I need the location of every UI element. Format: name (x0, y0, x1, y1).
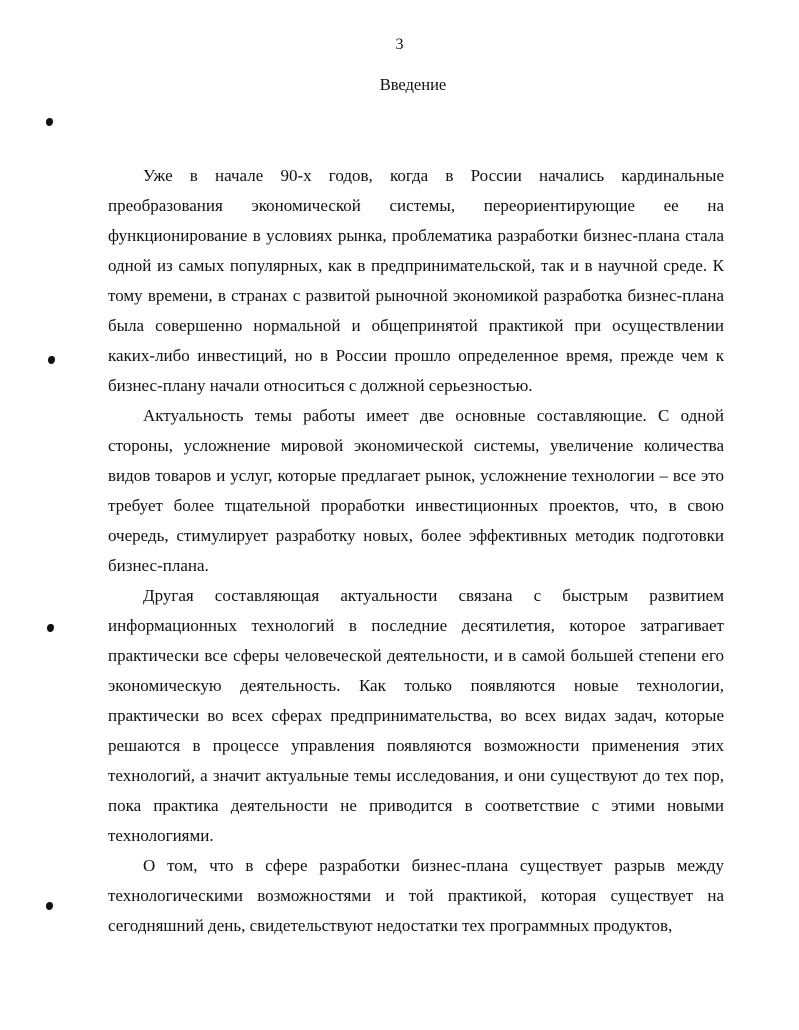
binder-hole-mark (48, 356, 55, 364)
paragraph: О том, что в сфере разработки бизнес-плана существует разрыв между технологическими возможностями и той практикой, которая существует на сегодняшний день, свидетельствуют недостатки тех программных продуктов, (108, 856, 724, 935)
binder-hole-mark (46, 118, 53, 126)
binder-hole-mark (47, 624, 54, 632)
binder-hole-mark (46, 902, 53, 910)
paragraph: Другая составляющая актуальности связана с быстрым развитием информационных технологий в последние десятилетия, которое затрагивает практически все сферы человеческой деятельности, и в самой большей степени его экономическую деятельность. Как только появляются новые технологии, практически во всех сферах предпринимательства, во всех видах задач, которые решаются в процессе управления появляются возможности применения этих технологий, а значит актуальные темы исследования, и они существуют до тех пор, пока практика деятельности не приводится в соответствие с этими новыми технологиями. (108, 586, 724, 845)
paragraph: Актуальность темы работы имеет две основные составляющие. С одной стороны, усложнение мировой экономической системы, увеличение количества видов товаров и услуг, которые предлагает рынок, усложнение технологии – все это требует более тщательной проработки инвестиционных проектов, что, в свою очередь, стимулирует разработку новых, более эффективных методик подготовки бизнес-плана. (108, 406, 724, 575)
section-heading: Введение (379, 75, 447, 94)
body-text (108, 161, 724, 941)
paragraph: Уже в начале 90-х годов, когда в России начались кардинальные преобразования экономической системы, переориентирующие ее на функционирование в условиях рынка, проблематика разработки бизнес-плана стала одной из самых популярных, как в предпринимательской, так и в научной среде. К тому времени, в странах с развитой рыночной экономикой разработка бизнес-плана была совершенно нормальной и общепринятой практикой при осуществлении каких-либо инвестиций, но в России прошло определенное время, прежде чем к бизнес-плану начали относиться с должной серьезностью. (108, 166, 724, 395)
page-number: 3 (395, 36, 404, 53)
